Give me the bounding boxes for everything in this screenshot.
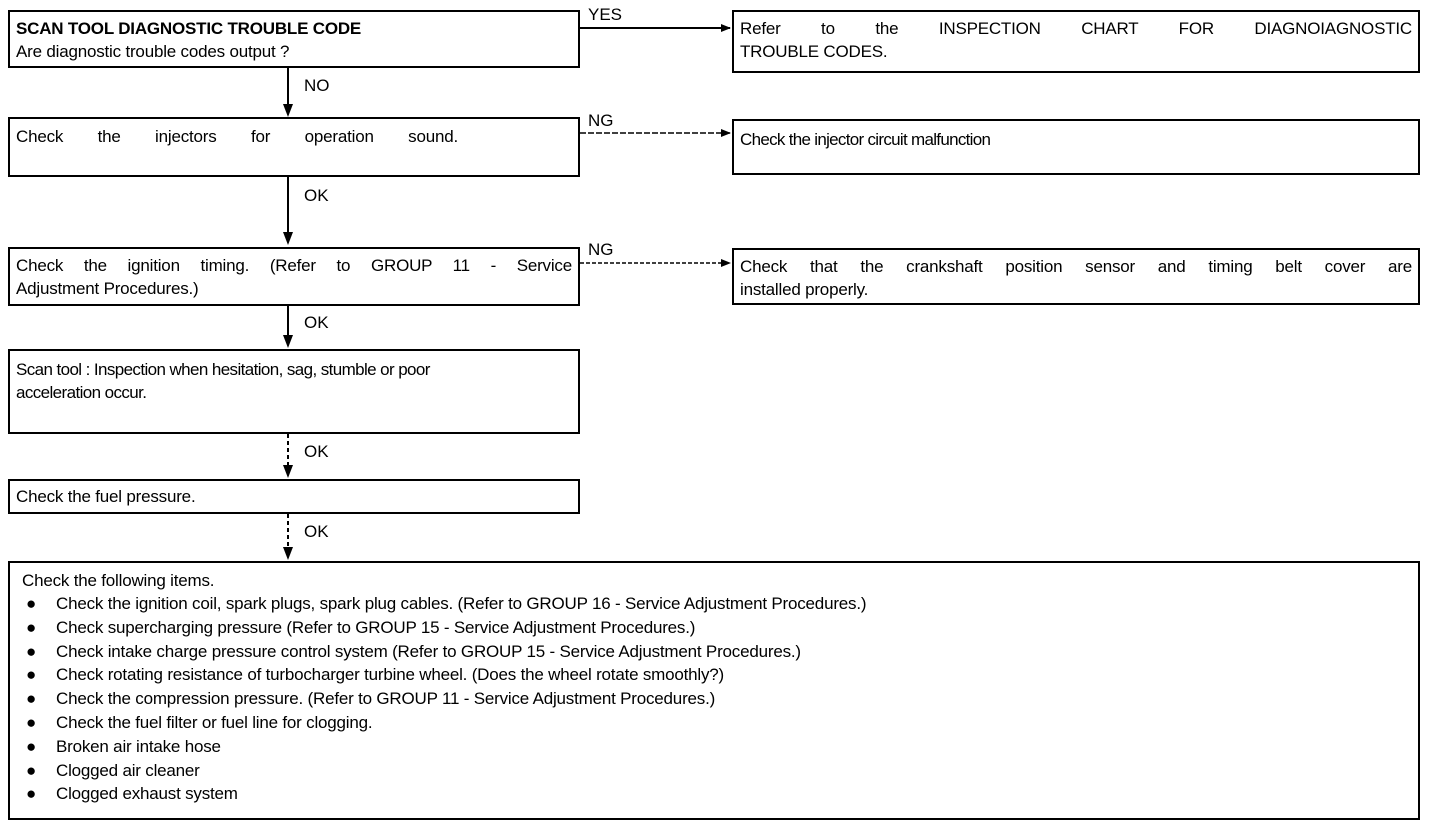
scan-tool-inspection-box bbox=[8, 349, 580, 434]
list-item bbox=[22, 782, 1412, 806]
inspection-chart-reference-box bbox=[732, 10, 1420, 73]
list-item bbox=[22, 711, 1412, 735]
scan-tool-dtc-title: SCAN TOOL DIAGNOSTIC TROUBLE CODE bbox=[16, 19, 362, 38]
check-item-text: Check the ignition coil, spark plugs, spark plug cables. (Refer to GROUP 16 - Service Adjustment Procedures.) bbox=[56, 594, 867, 613]
no-label: NO bbox=[304, 76, 330, 95]
check-item-text: Clogged air cleaner bbox=[56, 760, 200, 780]
following-items-box bbox=[8, 561, 1420, 820]
check-item-text: Check supercharging pressure (Refer to GROUP 15 - Service Adjustment Procedures.) bbox=[56, 617, 696, 637]
scan-tool-inspection-line2: acceleration occur. bbox=[16, 383, 147, 402]
bullet-icon: ● bbox=[26, 689, 37, 709]
ok-arrow-head-3 bbox=[283, 465, 293, 478]
bullet-icon: ● bbox=[26, 784, 37, 804]
crankshaft-sensor-line1: Check that the crankshaft position sensor and timing belt cover are bbox=[740, 257, 1412, 276]
ok-label-2: OK bbox=[304, 313, 329, 332]
ok-arrow-head-4 bbox=[283, 547, 293, 560]
ignition-timing-line1: Check the ignition timing. (Refer to GROUP 11 - Service bbox=[16, 256, 572, 275]
fuel-pressure-box bbox=[8, 479, 580, 514]
list-item bbox=[22, 687, 1412, 711]
check-item-text: Check rotating resistance of turbocharger turbine wheel. (Does the wheel rotate smoothly?) bbox=[56, 665, 725, 685]
bullet-icon: ● bbox=[26, 641, 37, 661]
bullet-icon: ● bbox=[26, 760, 37, 780]
injector-sound-check-text: Check the injectors for operation sound. bbox=[16, 127, 458, 146]
ng-label-injectors: NG bbox=[588, 111, 614, 130]
crankshaft-sensor-box bbox=[732, 248, 1420, 305]
bullet-icon: ● bbox=[26, 736, 37, 756]
scan-tool-dtc-box bbox=[8, 10, 580, 68]
inspection-chart-reference-line2: TROUBLE CODES. bbox=[740, 42, 888, 61]
ok-label-4: OK bbox=[304, 522, 329, 541]
check-item-text: Clogged exhaust system bbox=[56, 784, 238, 804]
ignition-timing-line2: Adjustment Procedures.) bbox=[16, 279, 199, 298]
ng-label-timing: NG bbox=[588, 240, 614, 259]
scan-tool-inspection-line1: Scan tool : Inspection when hesitation, sag, stumble or poor bbox=[16, 360, 430, 379]
ignition-timing-box bbox=[8, 247, 580, 306]
injector-circuit-text: Check the injector circuit malfunction bbox=[740, 130, 991, 149]
list-item bbox=[22, 640, 1412, 664]
list-item bbox=[22, 663, 1412, 687]
ok-arrow-head-1 bbox=[283, 232, 293, 245]
check-item-text: Check the compression pressure. (Refer to GROUP 11 - Service Adjustment Procedures.) bbox=[56, 689, 716, 709]
list-item bbox=[22, 735, 1412, 759]
bullet-icon: ● bbox=[26, 617, 37, 637]
injector-circuit-box bbox=[732, 119, 1420, 175]
bullet-icon: ● bbox=[26, 665, 37, 685]
fuel-pressure-text: Check the fuel pressure. bbox=[16, 487, 196, 506]
inspection-chart-reference-line1: Refer to the INSPECTION CHART FOR DIAGNOIAGNOSTIC bbox=[740, 19, 1412, 38]
bullet-icon: ● bbox=[26, 712, 37, 732]
list-item bbox=[22, 616, 1412, 640]
ok-label-1: OK bbox=[304, 186, 329, 205]
no-arrow-head bbox=[283, 104, 293, 117]
check-item-text: Check intake charge pressure control system (Refer to GROUP 15 - Service Adjustment Procedures.) bbox=[56, 641, 801, 661]
dtc-output-question: Are diagnostic trouble codes output ? bbox=[16, 42, 290, 61]
crankshaft-sensor-line2: installed properly. bbox=[740, 280, 869, 299]
check-item-text: Broken air intake hose bbox=[56, 736, 221, 756]
ok-arrow-head-2 bbox=[283, 335, 293, 348]
bullet-icon: ● bbox=[26, 594, 37, 613]
injector-sound-check-box bbox=[8, 117, 580, 177]
list-item bbox=[22, 592, 1412, 616]
yes-label: YES bbox=[588, 5, 623, 24]
following-items-heading: Check the following items. bbox=[22, 571, 215, 590]
check-item-text: Check the fuel filter or fuel line for clogging. bbox=[56, 712, 373, 732]
list-item bbox=[22, 759, 1412, 783]
check-items-list bbox=[22, 592, 1412, 806]
ok-label-3: OK bbox=[304, 442, 329, 461]
